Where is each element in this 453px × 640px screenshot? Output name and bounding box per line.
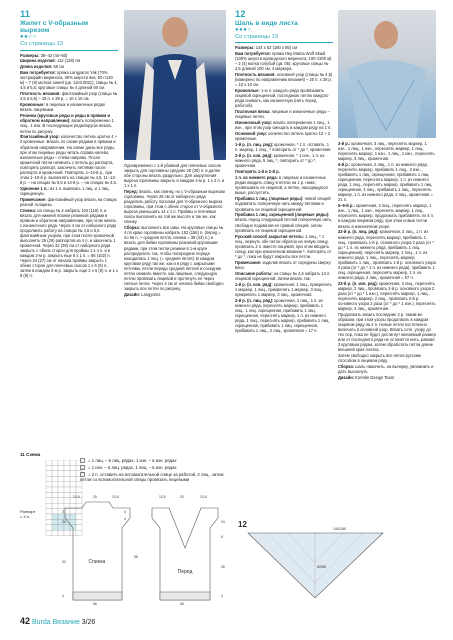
schema-cell	[46, 503, 52, 508]
shawl-photo	[338, 10, 436, 138]
paragraph-text: из 1 п. вывязать 1 лиц. и 1 лиц. скрещенную.	[20, 185, 110, 196]
paragraph	[20, 64, 118, 69]
legend-knit-icon	[80, 458, 85, 463]
paragraph-text: в лицевых и изнаночных рядах вязать лицевыми.	[20, 102, 106, 113]
legend-text-1: = 1 лиц. – в лиц. рядах, 1 изн. – в изн. рядах	[88, 458, 177, 463]
schema-cell	[46, 476, 52, 481]
dim-back-5: 32	[62, 560, 66, 564]
schema-cell	[46, 519, 52, 524]
section-number-12: 12	[235, 9, 246, 20]
paragraph-heading: 5–9-й р.:	[338, 203, 355, 209]
page-number: 42	[20, 616, 31, 626]
instructions-left-part1	[20, 53, 118, 279]
paragraph-heading: Изнаночный узор:	[235, 120, 273, 126]
paragraph	[235, 212, 333, 232]
paragraph-text: вязать попеременно 1 лиц., 1 изн. В последующих рядах/кругах вязать петли по рисунку.	[20, 118, 114, 134]
paragraph-text: пряжа Langyarns Yak (70% экстрафайн мериноса, 30% шерсти яка; 50 г/120 м) – 7 (8) мотков синей (цв. 1103.0021); спицы № 4, 4,5 и 5,5; круговые спицы № 4 длиной 60 см.	[20, 70, 118, 91]
shawl-depth-dim: 52/85	[317, 565, 326, 569]
dim-back-2: 13,5	[112, 495, 119, 499]
left-column-2	[124, 163, 226, 298]
paragraph-heading: Кромочные:	[20, 102, 45, 108]
schema-cell	[64, 476, 70, 481]
schema-cell	[52, 509, 58, 514]
paragraph-text: кромочная, 2 лиц., 1 п. из нижнего ряда, переснять маркер, прибавить 1 лиц., 3 изн., прибавить 1 лиц. скрещенная, прибавить 1 лиц. скрещенная, переснять маркер, 1 п. из нижнего ряда, 1 лиц., переснять маркер, прибавить 1 лиц. скрещенная, 3 лиц., прибавить 1 лиц., переснять маркер, 1 п. из нижнего ряда, 2 лиц., кромочная = 21 п.	[338, 162, 433, 203]
dim-back-7: 56	[93, 602, 97, 606]
diagram-number: 12	[238, 520, 247, 529]
paragraph	[338, 281, 436, 311]
paragraph-heading: Дизайн:	[124, 291, 141, 297]
paragraph-text: 58 см	[52, 64, 64, 70]
schema-cell	[70, 482, 76, 487]
paragraph-heading: Сборка:	[338, 364, 355, 370]
schema-cell	[70, 471, 76, 476]
dim-back-10: 58	[134, 555, 138, 559]
paragraph	[20, 197, 118, 207]
paragraph-text: количество петель кратно 12 + 2 кромочные.	[235, 131, 331, 142]
paragraph-heading: Основной узор:	[235, 131, 268, 137]
schema-cell	[46, 530, 52, 535]
paragraph	[20, 134, 118, 184]
paragraph-text: в лицевых и изнаночных рядах вводить спицу в петлю на 1 р. ниже, провязывать ее лицевой, а петлю, находящуюся выше, распустить.	[235, 175, 328, 196]
schema-cell	[58, 482, 64, 487]
paragraph	[20, 91, 118, 101]
schema-cell	[70, 460, 76, 465]
rapport-label: Раппорт = 4 п.	[20, 509, 36, 519]
schema-cell	[64, 460, 70, 465]
paragraph	[124, 163, 226, 188]
page-reference-right: Со страницы 13	[235, 33, 279, 40]
section-number-11: 11	[20, 9, 31, 20]
dim-back-6: 4	[62, 594, 64, 598]
paragraph	[20, 113, 118, 133]
paragraph-text: 1-ю п. каждого ряда провязывать лицевой скрещенной, последнюю петлю каждого ряда снимать, как изнаночную (нить перед работой).	[235, 88, 329, 109]
dim-front-0: 13,5	[159, 495, 166, 499]
paragraph	[235, 109, 333, 119]
front-piece	[152, 508, 218, 600]
difficulty-dots-right: ●●●○	[235, 27, 252, 34]
paragraph-text: фантазийный узор (спицы № 4,5 и 5,5) – 18 п. x 28 р. = 10 x 10 см.	[20, 91, 118, 102]
schema-cell	[58, 460, 64, 465]
paragraph	[338, 203, 436, 228]
paragraph-text: Kremke Design Team	[354, 375, 395, 381]
dim-back-4: 24	[62, 520, 66, 524]
paragraph	[235, 271, 333, 281]
schema-cell	[58, 465, 64, 470]
divider-right	[235, 42, 333, 43]
paragraph	[235, 142, 333, 152]
shawl-illustration	[338, 10, 436, 138]
issue-number: 3/26	[81, 619, 96, 626]
schema-cell	[46, 465, 52, 470]
legend-text-2: = 1 изн. – в лиц. рядах, 1 лиц. – в изн. рядах	[88, 465, 177, 470]
dim-back-9: 4	[124, 517, 126, 521]
paragraph	[20, 102, 118, 112]
paragraph	[235, 282, 333, 297]
schema-cell	[52, 525, 58, 530]
paragraph-heading: 23-й р. (п. изн. ряд):	[338, 280, 378, 286]
paragraph-heading: Перед:	[124, 189, 138, 195]
paragraph	[235, 175, 333, 195]
paragraph-heading: Платочная вязка:	[235, 109, 271, 115]
paragraph	[338, 162, 436, 202]
schema-cell	[52, 471, 58, 476]
schema-cell	[58, 471, 64, 476]
left-column-1	[20, 10, 118, 279]
paragraph-heading: Повторять 1-й и 2-й р.	[235, 169, 280, 175]
paragraph	[235, 45, 333, 50]
schema-cell	[52, 476, 58, 481]
paragraph-heading: Фантазийный узор:	[20, 134, 60, 140]
schema-cell	[70, 476, 76, 481]
schema-cell	[46, 492, 52, 497]
paragraph	[20, 58, 118, 63]
legend-row-1	[80, 458, 177, 463]
paragraph-text: лицевые и изнаночные ряды – лицевые петли.	[235, 109, 330, 120]
schema-title: 11 Схема	[20, 452, 41, 457]
dim-front-7: 56	[180, 602, 184, 606]
back-piece	[65, 502, 130, 600]
paragraph-heading: 22-й р. (п. лиц. ряд):	[338, 229, 379, 235]
schema-cell	[64, 482, 70, 487]
schema-cell	[52, 530, 58, 535]
difficulty-dots: ●●○○	[20, 34, 37, 41]
paragraph-text: 1 лиц., * 1 лиц., вернуть обе петли обратно на левую спицу, провязать 2 п. вместе лицевой, при этом вводить спицу, как при изнаночном вязании *, повторять от * до *, пока не будут закрыты все петли.	[235, 233, 332, 259]
dim-front-2: 13,5	[200, 495, 207, 499]
paragraph	[338, 353, 436, 363]
paragraph-text: Langyarns	[140, 291, 161, 297]
paragraph-text: фантазийный узор вязать на спицах разной толщины.	[20, 196, 117, 207]
paragraph	[235, 72, 333, 87]
right-column-2	[338, 141, 436, 381]
section-title-vest: Жилет с V-образным вырезом	[20, 20, 89, 35]
schema-cell	[52, 482, 58, 487]
shawl-diagram	[238, 518, 388, 608]
schema-cell	[52, 492, 58, 497]
paragraph	[338, 229, 436, 279]
paragraph-heading: Ширина изделия:	[20, 58, 56, 64]
paragraph	[235, 298, 333, 333]
paragraph	[235, 51, 333, 71]
schema-cell	[52, 465, 58, 470]
paragraph-heading: Описание работы:	[235, 270, 273, 276]
section-title-shawl: Шаль в виде листа	[235, 20, 298, 27]
schema-cell	[70, 465, 76, 470]
paragraph-text: кромочная, * 1 п. оставить, 1 п. маркер, 1 лиц., * повторить от * до *, кромочная.	[235, 142, 332, 153]
paragraph-heading: Кромочные:	[235, 88, 260, 94]
schema-cell	[64, 465, 70, 470]
paragraph-text: кромочная, 3 лиц., переснять маркер, 2 лиц., провязать 2-й р. основного узора 2 раза (от * до * 1 изн.), переснять маркер, 1 лиц., переснять маркер, 2 лиц., провязать 2-й р. основного узора 2 раза (от * до * 1 изн.), переснять маркер, 3 лиц., кромочная.	[338, 280, 436, 312]
paragraph-heading: 4-й р.:	[338, 162, 351, 168]
paragraph-heading: 1 п. из нижнего ряда:	[235, 175, 278, 181]
paragraph-heading: Плотность вязания:	[20, 91, 61, 97]
paragraph	[124, 189, 226, 224]
dim-front-3: 24	[221, 520, 225, 524]
schema-cell	[58, 476, 64, 481]
paragraph	[235, 153, 333, 168]
magazine-brand: Burda Вязание	[31, 619, 80, 626]
paragraph-heading: Вам потребуется:	[20, 70, 56, 76]
paragraph-text: изделие вязать от середины сверху вниз.	[235, 259, 331, 270]
paragraph-text: кромочная, 1 лиц., прикрепить 1 маркер, 1 лиц., прикрепить 1 маркер, 3 лиц., прикрепить 1 маркер, 3 лиц., кромочная.	[235, 281, 332, 297]
paragraph	[338, 141, 436, 161]
paragraph	[338, 364, 436, 374]
paragraph-text: вязать перед следующей петлей поперечную нить, свободно подхватив ее правой спицей, затем провязать ее лицевой скрещенной.	[235, 217, 333, 233]
schema-cell	[52, 503, 58, 508]
schema-cell	[46, 487, 52, 492]
page-footer	[20, 617, 95, 627]
paragraph-heading: Спинка:	[20, 207, 37, 213]
schema-cell	[52, 514, 58, 519]
paragraph	[20, 70, 118, 90]
paragraph-text: Продолжать вязать последние 2 р. таким же образом, при этом узоры продолжать в каждом лицевом ряду на 4 п. Новые петли постепенно включать в основной узор. Вязать соте, узору до тех пор, пока не будет достигнут желаемый размер или от последнего ряда не останется нить, равная 3 круговым рядам, затем обработать петли длине внешней края платка.	[338, 312, 436, 353]
paragraph-heading: 1-й р. (п. изн. ряд):	[235, 281, 273, 287]
paragraph-heading: Удвоение 1 п.:	[20, 185, 49, 191]
paragraph-text: на спицы № 4,5 набрать 13 п. лицевой скрещенной. Затем вязать так:	[235, 270, 331, 281]
schema-cell	[64, 471, 70, 476]
paragraph-text: на спицы № 4 набрать 102 (118) п. и вязать для нижней планки резинкой рядами в прямом и обратном направлении, при этом начать с изнаночного ряда. Через 4 см от наборного ряда продолжить работу на спицах № 4,5 и 5,5 фантазийным узором, при этом после кромочной выполнять 25 (29) раппортов из 4 п. и закончить 1 кромочной. Через 32 (39) см от наборного ряда закрыть с обеих сторон для проймы 1 x 4 п. и в каждом 2-м р. закрыть еще 6 x 1 п. = 86 (102) п. Через 24 (27) см от начала проймы закрыть с обеих сторон для плечевых скосов 1 x 6 (8) п., затем в каждом 2-м р. закрыть еще 2 x 6 (8) п. и 1 x 8 (9) п.	[20, 207, 118, 279]
legend-purl-icon: –	[81, 465, 84, 471]
dim-back-3: 2	[62, 510, 64, 514]
schema-cell	[46, 509, 52, 514]
garment-pattern	[60, 488, 230, 606]
back-label: Спинка	[88, 559, 106, 565]
paragraph	[235, 88, 333, 108]
legend-row-3	[80, 472, 225, 482]
paragraph-heading: Плотность вязания:	[235, 72, 276, 78]
paragraph-text: кромочная, 2 лиц., 1 п. из нижнего ряда, переснять маркер, прибавить 1 лиц., провязать 1-й р. основного узора 2 раза (от * до * 1 п. из нижнего ряда, прибавить 1 лиц. скрещенная), переснять маркер, 1 лиц., 1 п. из нижнего ряда, 1 лиц., переснять маркер, прибавить 1 лиц., провязать 1-й р. основного узора 2 раза (от * до * 1 п. из нижнего ряда), прибавить 1 лиц. скрещенная, переснять маркер, 1 п. из нижнего ряда, 2 лиц., кромочная = 57 п.	[338, 229, 436, 280]
paragraph	[338, 312, 436, 352]
paragraph-heading: Прибавка 1 лиц. (лицевые ряды):	[235, 196, 304, 202]
paragraph-text: 38–42 (44–50)	[39, 52, 68, 58]
schema-cell	[46, 525, 52, 530]
paragraph-heading: Размеры:	[235, 45, 255, 51]
paragraph	[235, 169, 333, 174]
instructions-right-part2	[338, 141, 436, 380]
paragraph	[235, 131, 333, 141]
paragraph	[124, 292, 226, 297]
instructions-right-part1	[235, 45, 333, 333]
schema-cell	[46, 460, 52, 465]
dim-front-6: 4	[221, 594, 223, 598]
paragraph-heading: Сборка:	[124, 225, 141, 231]
vest-illustration	[124, 10, 226, 160]
paragraph-text: Одновременно с 1-й убавкой для плечевых скосов закрыть для горловины средние 28 (30) п. и далее обе стороны вязать раздельно. Для закругления выреза горловины закрыть в каждом 2-м р. 1 x 2 п. и 1 x 1 п.	[124, 163, 225, 189]
paragraph-text: 112 (128) см	[55, 58, 81, 64]
dim-front-5: 26	[221, 565, 225, 569]
paragraph	[20, 186, 118, 196]
paragraph	[20, 53, 118, 58]
instructions-left-part2	[124, 163, 226, 297]
paragraph-heading: Дизайн:	[338, 375, 355, 381]
paragraph-heading: Примечание:	[235, 259, 262, 265]
paragraph	[124, 225, 226, 291]
schema-cell	[52, 519, 58, 524]
shawl-width-dim: 144/180	[333, 527, 346, 531]
dim-back-8: 4	[124, 510, 126, 514]
paragraph-text: количество петель кратно 4 + 2 кромочные. Вязать по схеме рядами в прямом и обратном направлении. На схеме даны все ряды, при этом лицевые ряды читать справа налево, изнаночные ряды – слева направо. После кромочной петли начинать с петель до раппорта, повторять раппорт, закончить петлями после раппорта и кромочной. Повторять 1–14-й р., при этом 1–10-й р. выполнять на спицах № 4,5, 11–13-й р. – на спицах № 5,5 и 14-й р. – на спицах № 4,5.	[20, 134, 118, 185]
paragraph-heading: 2-й р. (п. изн. ряд):	[235, 153, 273, 159]
pattern-pieces-svg	[60, 488, 230, 606]
legend-cable-icon: ⌒	[81, 472, 85, 478]
schema-cell	[46, 498, 52, 503]
paragraph-text: основной узор (спицы № 4,5) (измерено по направлению вязания) – 20 п. x 28 р. = 10 x 10 см.	[235, 72, 333, 88]
paragraph-text: пряжа Hey Mama Wolf Skadi (100% шерсти ирландского мериноса; 100 г/200 м) – 2 (4) мотка голубой (цв. 05); круговые спицы № 4,5 длиной 100 см; 4 маркера.	[235, 51, 332, 72]
schema-cell	[52, 460, 58, 465]
paragraph-text: кромочная, 3 лиц., переснять маркер, 1 изн., 1 лиц., 1 изн., переснять маркер, 1 лиц., переснять маркер, 1 изн., 1 лиц., 1 изн., переснять маркер, 3 лиц., кромочная.	[338, 141, 435, 162]
paragraph-heading: Вам потребуется:	[235, 51, 271, 57]
schema-cell	[46, 514, 52, 519]
paragraph-heading: Прибавка 1 лиц. скрещенной (лицевые ряды):	[235, 212, 330, 218]
paragraph-heading: Резинка (круговые ряды и ряды в прямом и обратном направлении):	[20, 113, 110, 124]
paragraph-text: вязать, как спинку, но с V-образным вырезом горловины. Через 26 см от наборного ряда разделить работу пополам для V-образного выреза горловины, при этом с обеих сторон от V-образного выреза уменьшать 14 x 1 п. Проймы и плечевые скосы выполнить на той же высоте и так же, как спинку.	[124, 189, 225, 225]
paragraph-heading: Русский способ закрытия петель:	[235, 233, 305, 239]
paragraph	[338, 375, 436, 380]
paragraph-heading: Примечание:	[20, 196, 47, 202]
paragraph-heading: Размеры:	[20, 52, 40, 58]
paragraph-heading: 3-й р.:	[338, 141, 351, 146]
paragraph	[235, 120, 333, 130]
paragraph	[20, 208, 118, 279]
paragraph-text: Затем свободно закрыть все петли русским способом в лицевом ряду.	[338, 353, 421, 364]
paragraph	[235, 196, 333, 211]
paragraph-heading: Длина изделия:	[20, 64, 53, 70]
paragraph	[235, 260, 333, 270]
vest-photo	[124, 10, 226, 160]
schema-cell	[52, 498, 58, 503]
paragraph-text: шаль намочить, на вычерку, увлажнить и дать высохнуть.	[338, 364, 434, 375]
schema-cell	[46, 471, 52, 476]
paragraph-text: кромочная, 3 лиц., переснять маркер, 1 изн., 1 лиц., 1 изн., переснять маркер, 1 лиц., переснять маркер, продолжать прибавлять по 4 п. в каждом лицевом ряду, при этом новые петли вязать в изнаночном узоре.	[338, 203, 435, 229]
paragraph-heading: 2-й р. (п. лиц. ряд):	[235, 297, 274, 303]
legend-text-3: = 2 п. оставить на вспомогательной спице за работой, 2 лиц., затем петли со вспомогательной спицы провязать лицевыми	[80, 472, 224, 483]
paragraph-text: вязать попеременно 1 лиц., 1 изн., при этом узор смещать в каждом ряду на 1 п.	[235, 120, 332, 131]
paragraph-text: кромочная, 2 лиц., 1 п. из нижнего ряда, переснять маркер, прибавить 1 лиц., 1 лиц. скрещенная, прибавить 1 лиц. скрещенная, переснять маркер, 1 п. из нижнего ряда, 1 лиц., переснять маркер, прибавить 1 лиц. скрещенная, прибавить 1 лиц. скрещенная, прибавить 1 лиц., 2 лиц., кромочная = 17 п.	[235, 297, 330, 333]
paragraph	[235, 234, 333, 259]
dim-back-0: 13,5	[73, 495, 80, 499]
page-reference: Со страницы 13	[20, 40, 64, 47]
right-column-1	[235, 10, 333, 334]
schema-cell	[46, 482, 52, 487]
paragraph-text: 144 x 52 (180 x 85) см	[254, 45, 298, 51]
dim-front-1: 20	[180, 495, 184, 499]
dim-front-4: 6	[221, 535, 223, 539]
paragraph-heading: 1-й р. (п. лиц. ряд):	[235, 142, 274, 148]
paragraph-text: выполнить все швы. На круговые спицы № 4 по краю горловины набрать 152 (156) п. (перед = по 56 п. + средняя петля, спинка = 39 (43) п.) и вязать для бейки горловины резинкой круговыми рядами, при этом петли резинки в 1-м круге распределить так, чтобы посередине переда находилась 1 лиц. (= средняя петля). В каждом круговом ряду так же, как и в ряду с закрытыми петлями, петли переда средней петлей и соседние петли снимать вместе, как лицевые, следующую петлю провязать лицевой и протянуть ее через снятые петли. Через 4 см от начала бейки свободно закрыть все петли по рисунку.	[124, 225, 224, 291]
schema-cell	[52, 487, 58, 492]
dim-back-1: 20	[93, 495, 97, 499]
legend-row-2	[80, 465, 177, 470]
paragraph-text: кромочная, * 1 изн., 1 п. из нижнего ряда, 5 лиц. *, повторить от * до *, кромочная.	[235, 153, 325, 169]
divider	[20, 50, 118, 51]
front-label: Перед	[177, 569, 193, 575]
paragraph-text: левой спицей подхватить поперечную нить между петлями и провязать ее лицевой скрещенной.	[235, 196, 331, 212]
shawl-diagram-svg	[238, 518, 388, 608]
